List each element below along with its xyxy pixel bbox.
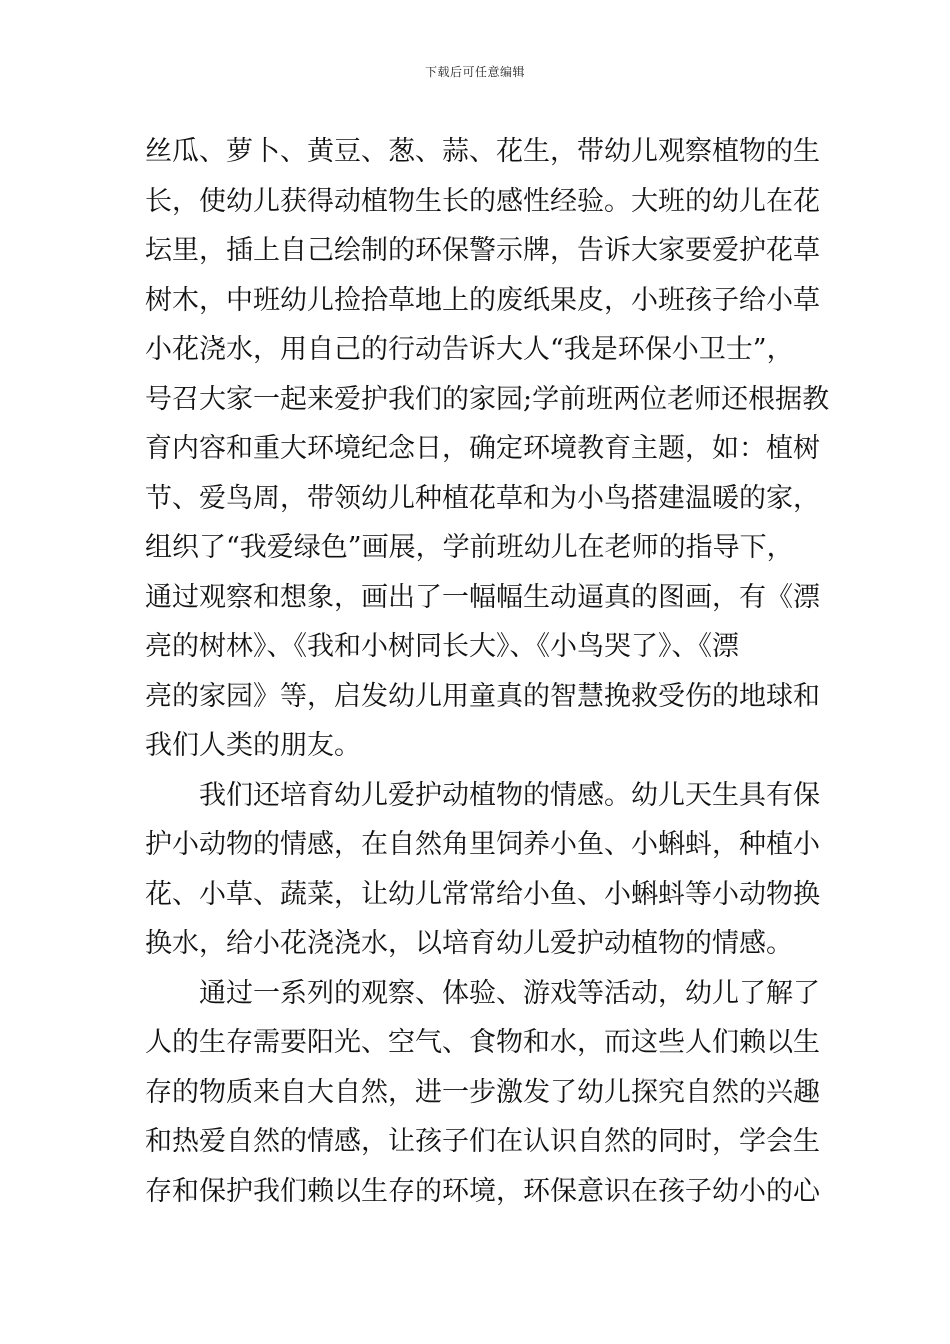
text-line: 人的生存需要阳光、空气、食物和水，而这些人们赖以生	[145, 1027, 820, 1058]
text-line: 坛里，插上自己绘制的环保警示牌，告诉大家要爱护花草	[145, 235, 820, 266]
text-line: 育内容和重大环境纪念日，确定环境教育主题，如：植树	[145, 433, 820, 464]
paragraph-first-line: 通过一系列的观察、体验、游戏等活动，幼儿了解了	[199, 977, 820, 1009]
text-line: 亮的树林》、《我和小树同长大》、《小鸟哭了》、《漂	[145, 631, 739, 662]
text-line: 花、小草、蔬菜，让幼儿常常给小鱼、小蝌蚪等小动物换	[145, 878, 820, 910]
text-line: 树木，中班幼儿捡拾草地上的废纸果皮，小班孩子给小草	[145, 284, 820, 316]
text-line: 存的物质来自大自然，进一步激发了幼儿探究自然的兴趣	[145, 1076, 820, 1108]
text-line: 通过观察和想象，画出了一幅幅生动逼真的图画，有《漂	[145, 581, 820, 613]
text-line: 护小动物的情感，在自然角里饲养小鱼、小蝌蚪，种植小	[145, 829, 820, 860]
paragraph-first-line: 我们还培育幼儿爱护动植物的情感。幼儿天生具有保	[199, 779, 820, 811]
text-line: 亮的家园》等，启发幼儿用童真的智慧挽救受伤的地球和	[145, 680, 820, 712]
text-line: 丝瓜、萝卜、黄豆、葱、蒜、花生，带幼儿观察植物的生	[145, 136, 820, 167]
text-line: 号召大家一起来爱护我们的家园;学前班两位老师还根据教	[145, 383, 830, 415]
text-line: 节、爱鸟周，带领幼儿种植花草和为小鸟搭建温暖的家，	[145, 482, 820, 514]
text-line: 组织了“我爱绿色”画展，学前班幼儿在老师的指导下，	[145, 532, 794, 563]
page-header: 下载后可任意编辑	[424, 65, 525, 79]
text-line: 和热爱自然的情感，让孩子们在认识自然的同时，学会生	[145, 1126, 820, 1157]
text-line: 存和保护我们赖以生存的环境，环保意识在孩子幼小的心	[145, 1175, 820, 1207]
text-line: 小花浇水，用自己的行动告诉大人“我是环保小卫士”，	[145, 334, 794, 365]
text-line: 换水，给小花浇浇水，以培育幼儿爱护动植物的情感。	[145, 928, 793, 959]
document-body	[145, 127, 830, 1216]
text-line: 长，使幼儿获得动植物生长的感性经验。大班的幼儿在花	[145, 185, 820, 217]
text-line: 我们人类的朋友。	[145, 730, 361, 761]
